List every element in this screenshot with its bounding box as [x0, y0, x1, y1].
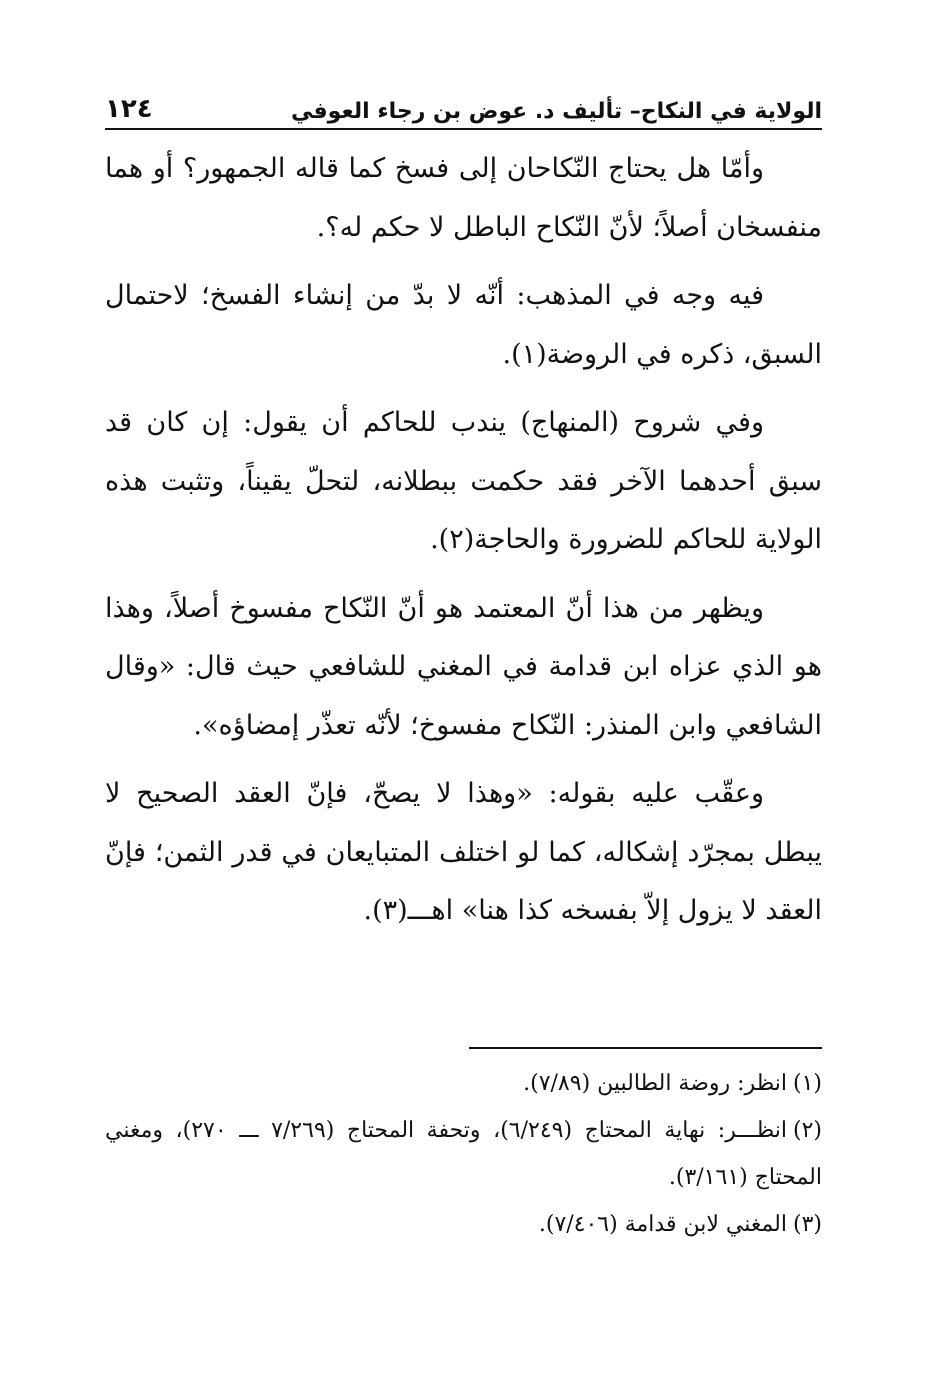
footnote-item — [105, 1060, 822, 1107]
footnote-marker: (٢) — [792, 1118, 822, 1143]
running-header — [105, 84, 822, 130]
footnote-text: انظر: روضة الطالبين (٧/٨٩). — [523, 1071, 787, 1096]
footnotes — [105, 1060, 822, 1248]
footnote-item — [105, 1201, 822, 1248]
paragraph: فيه وجه في المذهب: أنّه لا بدّ من إنشاء الفسخ؛ لاحتمال السبق، ذكره في الروضة(١). — [105, 280, 822, 370]
paragraph: وأمّا هل يحتاج النّكاحان إلى فسخ كما قاله الجمهور؟ أو هما منفسخان أصلاً؛ لأنّ النّكاح الباطل لا حكم له؟. — [105, 153, 822, 243]
footnote-marker: (١) — [792, 1071, 822, 1096]
header-title: الولاية في النكاح– تأليف د. عوض بن رجاء العوفي — [291, 99, 822, 124]
footnote-marker: (٣) — [792, 1212, 822, 1237]
footnote-text: المغني لابن قدامة (٧/٤٠٦). — [538, 1212, 787, 1237]
paragraph: ويظهر من هذا أنّ المعتمد هو أنّ النّكاح مفسوخ أصلاً، وهذا هو الذي عزاه ابن قدامة في المغني للشافعي حيث قال: «وقال الشافعي وابن المنذر: النّكاح مفسوخ؛ لأنّه تعذّر إمضاؤه». — [105, 592, 822, 741]
footnote-divider — [469, 1047, 822, 1049]
paragraph: وفي شروح (المنهاج) يندب للحاكم أن يقول: إن كان قد سبق أحدهما الآخر فقد حكمت ببطلانه، لتحلّ يقيناً، وتثبت هذه الولاية للحاكم للضرورة والحاجة(٢). — [105, 407, 822, 555]
footnote-text: انظـــر: نهاية المحتاج (٦/٢٤٩)، وتحفة المحتاج (٧/٢٦٩ ـــ ٢٧٠)، ومغني المحتاج (٣/١٦١). — [105, 1118, 822, 1190]
footnote-item — [105, 1107, 822, 1201]
paragraph: وعقّب عليه بقوله: «وهذا لا يصحّ، فإنّ العقد الصحيح لا يبطل بمجرّد إشكاله، كما لو اختلف المتبايعان في قدر الثمن؛ فإنّ العقد لا يزول إلاّ بفسخه كذا هنا» اهـــ(٣). — [105, 778, 822, 926]
page-number: ١٢٤ — [105, 94, 153, 124]
main-text — [105, 140, 822, 951]
